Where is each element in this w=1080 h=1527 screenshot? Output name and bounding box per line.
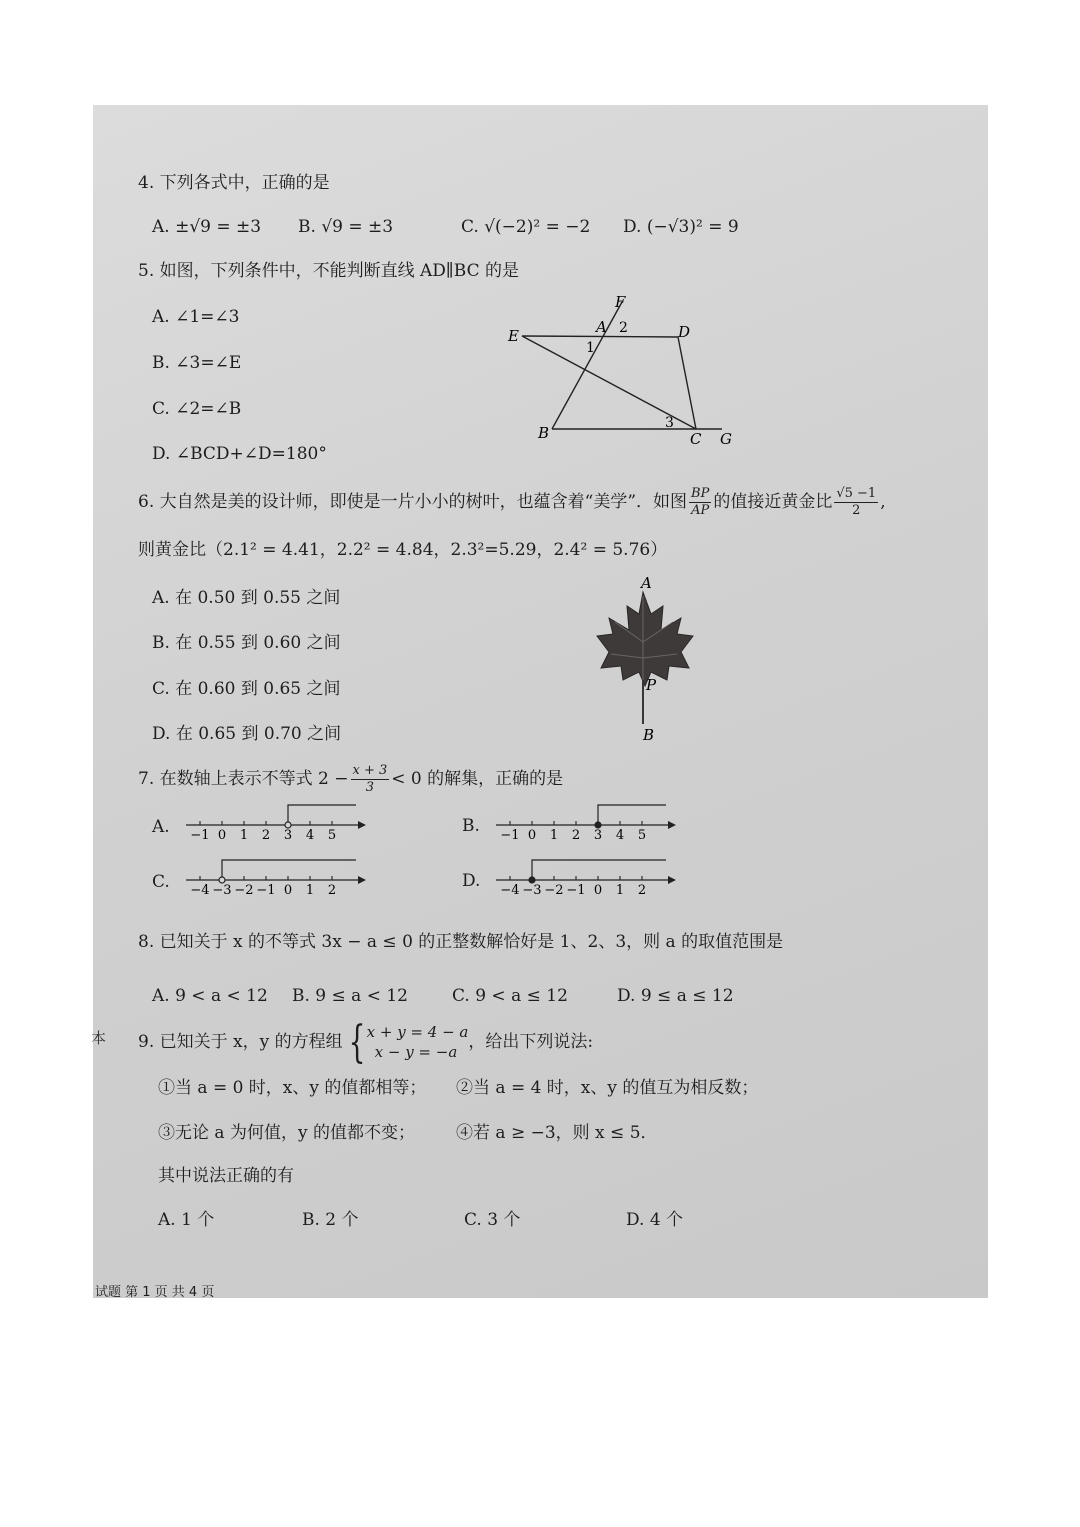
q9-stem: 9. 已知关于 x，y 的方程组 { x + y = 4 − a x − y = −a ，给出下列说法:	[138, 1016, 594, 1068]
q6-option-a: A. 在 0.50 到 0.55 之间	[152, 588, 341, 608]
tick-label: −2	[544, 883, 564, 898]
q7-option-d-label: D.	[462, 871, 481, 891]
q7-number-line-d	[490, 855, 680, 900]
solution-ray	[288, 805, 356, 822]
label-a: A	[596, 318, 607, 336]
q6-golden-ratio: $\frac{√5 -1}{2}$	[836, 486, 877, 518]
tick-label: 0	[283, 883, 293, 898]
q4-option-d: D. (−√3)² = 9	[623, 217, 739, 237]
q7-number-line-c	[180, 855, 370, 900]
q8-option-b: B. 9 ≤ a < 12	[292, 986, 408, 1006]
q5-option-d: D. ∠BCD+∠D=180°	[152, 444, 327, 464]
tick-label: 2	[571, 828, 581, 843]
tick-label: −1	[500, 828, 520, 843]
q6-option-d: D. 在 0.65 到 0.70 之间	[152, 724, 342, 744]
q7-option-b-label: B.	[462, 816, 480, 836]
q6-frac-bp-ap: $\frac{BP}{AP}$	[691, 486, 710, 518]
tick-label: 2	[637, 883, 647, 898]
q9-statement-1: ①当 a = 0 时，x、y 的值都相等；	[158, 1078, 427, 1098]
q8-option-c: C. 9 < a ≤ 12	[452, 986, 568, 1006]
q9-statement-3: ③无论 a 为何值，y 的值都不变；	[158, 1123, 415, 1143]
open-endpoint	[285, 822, 291, 828]
tick-label: 0	[217, 828, 227, 843]
label-e: E	[508, 327, 519, 345]
q7-number-line-a	[180, 800, 370, 845]
solution-ray	[222, 860, 356, 877]
axis-arrow-icon	[358, 876, 366, 884]
tick-label: −1	[256, 883, 276, 898]
q4-option-a: A. ±√9 = ±3	[152, 217, 262, 237]
q9-option-d: D. 4 个	[626, 1210, 684, 1230]
tick-label: 2	[327, 883, 337, 898]
q7-option-c-label: C.	[152, 872, 170, 892]
q5-figure	[500, 290, 750, 450]
q6-line2: 则黄金比（2.1² = 4.41，2.2² = 4.84，2.3²=5.29，2.4² = 5.76）	[138, 540, 668, 560]
tick-label: 1	[615, 883, 625, 898]
page-footer: 试题 第 1 页 共 4 页	[95, 1285, 215, 1300]
solution-ray	[598, 805, 666, 822]
tick-label: 3	[283, 828, 293, 843]
q4-option-c: C. √(−2)² = −2	[461, 217, 591, 237]
label-b: B	[538, 424, 550, 442]
q6-option-c: C. 在 0.60 到 0.65 之间	[152, 679, 341, 699]
label-3: 3	[665, 415, 674, 431]
closed-endpoint	[529, 877, 535, 883]
q6-option-b: B. 在 0.55 到 0.60 之间	[152, 633, 341, 653]
tick-label: 1	[239, 828, 249, 843]
tick-label: −3	[522, 883, 542, 898]
tick-label: 2	[261, 828, 271, 843]
q7-stem: 7. 在数轴上表示不等式 2 − $\frac{x + 3}{3}$ < 0 的解集，正确的是	[138, 763, 564, 795]
tick-label: −2	[234, 883, 254, 898]
tick-label: 0	[527, 828, 537, 843]
axis-arrow-icon	[668, 821, 676, 829]
line-ed	[522, 336, 678, 337]
q8-option-d: D. 9 ≤ a ≤ 12	[617, 986, 734, 1006]
label-g: G	[720, 430, 732, 448]
line-dc	[678, 337, 696, 429]
tick-label: 4	[615, 828, 625, 843]
tick-label: 5	[637, 828, 647, 843]
tick-label: −4	[190, 883, 210, 898]
q9-option-c: C. 3 个	[464, 1210, 521, 1230]
q7-option-a-label: A.	[152, 817, 170, 837]
tick-label: 5	[327, 828, 337, 843]
q9-statement-4: ④若 a ≥ −3，则 x ≤ 5．	[456, 1123, 658, 1143]
label-2: 2	[619, 320, 628, 336]
tick-label: 3	[593, 828, 603, 843]
label-d: D	[678, 323, 691, 341]
solution-ray	[532, 860, 666, 877]
label-f: F	[615, 293, 626, 311]
q9-statement-2: ②当 a = 4 时，x、y 的值互为相反数；	[456, 1078, 759, 1098]
axis-arrow-icon	[358, 821, 366, 829]
tick-label: −1	[566, 883, 586, 898]
q8-option-a: A. 9 < a < 12	[152, 986, 268, 1006]
q9-equation-system: x + y = 4 − a x − y = −a	[366, 1023, 469, 1061]
q4-stem: 4. 下列各式中，正确的是	[138, 173, 330, 193]
label-b: B	[643, 726, 655, 744]
label-p: P	[646, 676, 657, 694]
label-1: 1	[586, 340, 595, 356]
q4-option-b: B. √9 = ±3	[298, 217, 394, 237]
q9-prompt: 其中说法正确的有	[158, 1166, 294, 1186]
q7-number-line-b	[490, 800, 680, 845]
tick-label: 0	[593, 883, 603, 898]
tick-label: 1	[549, 828, 559, 843]
q9-option-a: A. 1 个	[158, 1210, 215, 1230]
label-c: C	[690, 430, 702, 448]
maple-leaf-icon	[597, 592, 693, 686]
q7-frac: $\frac{x + 3}{3}$	[352, 763, 388, 795]
tick-label: −1	[190, 828, 210, 843]
tick-label: 4	[305, 828, 315, 843]
tick-label: 1	[305, 883, 315, 898]
q6-maple-leaf-figure	[585, 572, 705, 747]
tick-label: −3	[212, 883, 232, 898]
q5-option-c: C. ∠2=∠B	[152, 399, 242, 419]
exam-paper	[93, 105, 988, 1298]
q5-option-a: A. ∠1=∠3	[152, 307, 240, 327]
line-fb	[552, 302, 622, 429]
tick-label: −4	[500, 883, 520, 898]
open-endpoint	[219, 877, 225, 883]
q9-option-b: B. 2 个	[302, 1210, 359, 1230]
q6-stem: 6. 大自然是美的设计师，即使是一片小小的树叶，也蕴含着“美学”．如图 $\frac{BP}{AP}$ 的值接近黄金比 $\frac{√5 -1}{2}$ ,	[138, 486, 886, 518]
q5-option-b: B. ∠3=∠E	[152, 353, 242, 373]
label-a: A	[641, 574, 652, 592]
margin-mark: 本	[91, 1029, 107, 1047]
q5-stem: 5. 如图，下列条件中，不能判断直线 AD∥BC 的是	[138, 261, 520, 281]
q8-stem: 8. 已知关于 x 的不等式 3x − a ≤ 0 的正整数解恰好是 1、2、3，则 a 的取值范围是	[138, 932, 784, 952]
axis-arrow-icon	[668, 876, 676, 884]
closed-endpoint	[595, 822, 601, 828]
